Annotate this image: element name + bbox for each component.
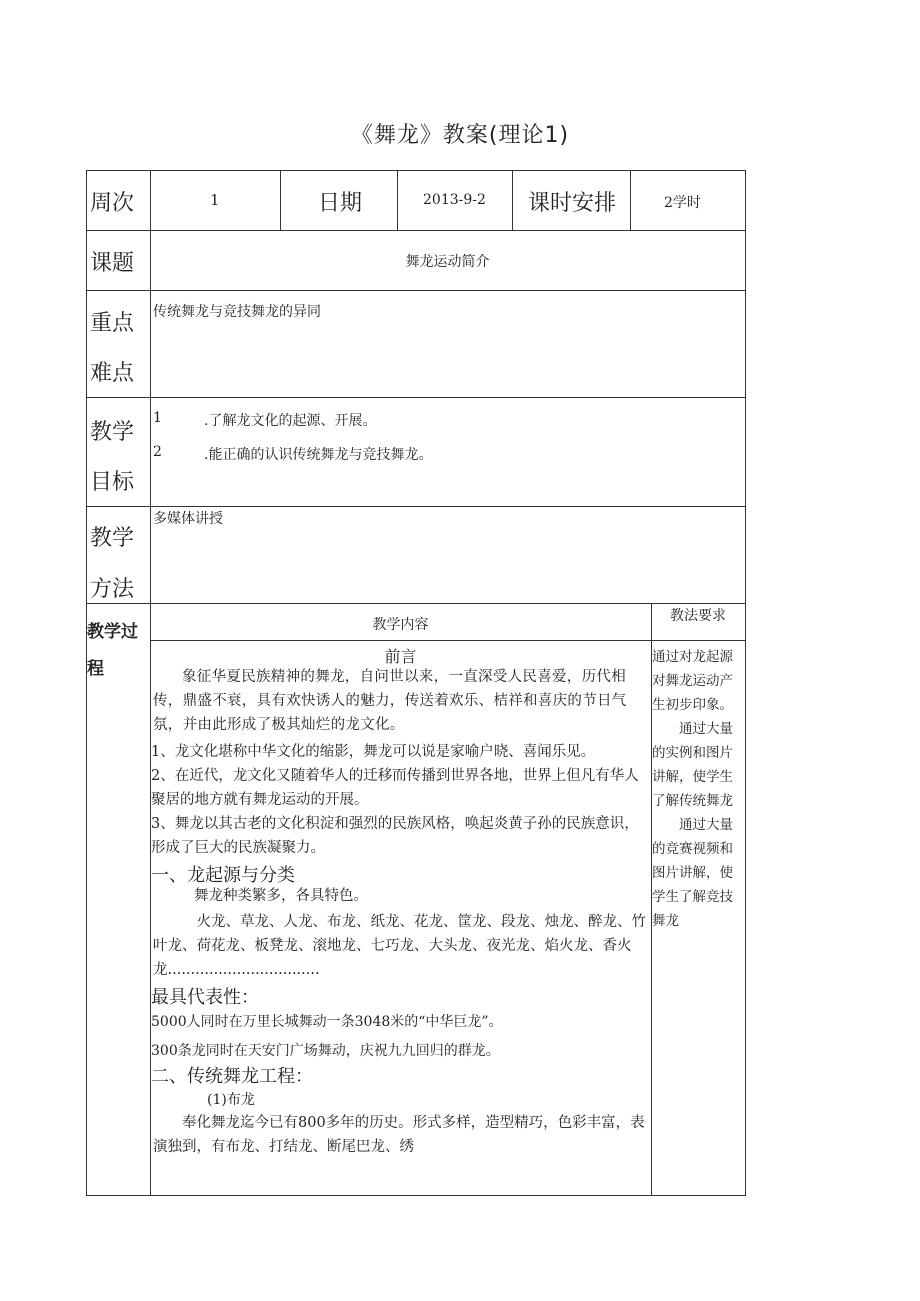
topic-value: 舞龙运动简介: [405, 254, 490, 270]
section1-intro: 舞龙种类繁多，各具特色。: [194, 888, 368, 904]
preface-title: 前言: [384, 647, 417, 666]
objective-text-1: .了解龙文化的起源、开展。: [204, 413, 377, 429]
keypoints-label-1: 重点: [90, 311, 135, 336]
date-label: 日期: [318, 191, 363, 216]
section1-title: 一、龙起源与分类: [151, 865, 295, 886]
objective-num-1: 1: [153, 410, 162, 426]
objectives-label-2: 目标: [90, 470, 135, 495]
subsection-1-title: (1)布龙: [207, 1092, 255, 1108]
subsection-1-paragraph: 奉化舞龙迄今已有800多年的历史。形式多样，造型精巧，色彩丰富，表演独到，有布龙、打结龙、断尾巴龙、绣: [153, 1115, 645, 1155]
requirement-3: 通过大量的竞赛视频和图片讲解，使学生了解竞技舞龙: [652, 817, 733, 929]
week-label: 周次: [90, 191, 135, 216]
keypoints-value: 传统舞龙与竞技舞龙的异同: [153, 304, 321, 320]
method-value: 多媒体讲授: [153, 511, 223, 527]
objective-num-2: 2: [153, 444, 162, 460]
point-1: 1、龙文化堪称中华文化的缩影，舞龙可以说是家喻户晓、喜闻乐见。: [151, 744, 596, 760]
point-2: 2、在近代，龙文化又随着华人的迁移而传播到世界各地，世界上但凡有华人聚居的地方就有舞龙运动的开展。: [151, 768, 639, 808]
week-value: 1: [210, 191, 220, 209]
method-label-2: 方法: [90, 577, 135, 602]
process-label-1: 教学过: [87, 622, 138, 642]
date-value: 2013-9-2: [423, 192, 486, 208]
point-3: 3、舞龙以其古老的文化积淀和强烈的民族风格，唤起炎黄子孙的民族意识，形成了巨大的民族凝聚力。: [151, 816, 639, 856]
process-label-2: 程: [87, 659, 104, 679]
hours-value: 2学时: [664, 195, 701, 211]
method-label-1: 教学: [90, 526, 135, 551]
representative-1: 5000人同时在万里长城舞动一条3048米的“中华巨龙”。: [151, 1014, 503, 1030]
representative-2: 300条龙同时在天安门广场舞动，庆祝九九回归的群龙。: [151, 1043, 500, 1059]
requirement-2: 通过大量的实例和图片讲解，使学生了解传统舞龙: [652, 721, 733, 809]
topic-label: 课题: [90, 251, 135, 276]
preface-paragraph: 象征华夏民族精神的舞龙，自问世以来，一直深受人民喜爱，历代相传，鼎盛不衰，具有欢快诱人的魅力，传送着欢乐、桔祥和喜庆的节日气氛，并由此形成了极其灿烂的龙文化。: [153, 669, 627, 733]
keypoints-label-2: 难点: [90, 361, 135, 386]
section2-title: 二、传统舞龙工程：: [151, 1066, 313, 1087]
representative-title: 最具代表性：: [151, 987, 259, 1008]
hours-label: 课时安排: [528, 191, 617, 216]
section1-list: 火龙、草龙、人龙、布龙、纸龙、花龙、筐龙、段龙、烛龙、醉龙、竹叶龙、荷花龙、板凳龙、滚地龙、七巧龙、大头龙、夜光龙、焰火龙、香火龙.................................: [153, 914, 646, 978]
page-title: 《舞龙》教案(理论1): [350, 123, 570, 148]
objective-text-2: .能正确的认识传统舞龙与竞技舞龙。: [204, 447, 433, 463]
requirements-header: 教法要求: [670, 608, 726, 624]
requirement-1: 通过对龙起源对舞龙运动产生初步印象。: [652, 649, 733, 713]
objectives-label-1: 教学: [90, 420, 135, 445]
content-header: 教学内容: [372, 617, 429, 633]
